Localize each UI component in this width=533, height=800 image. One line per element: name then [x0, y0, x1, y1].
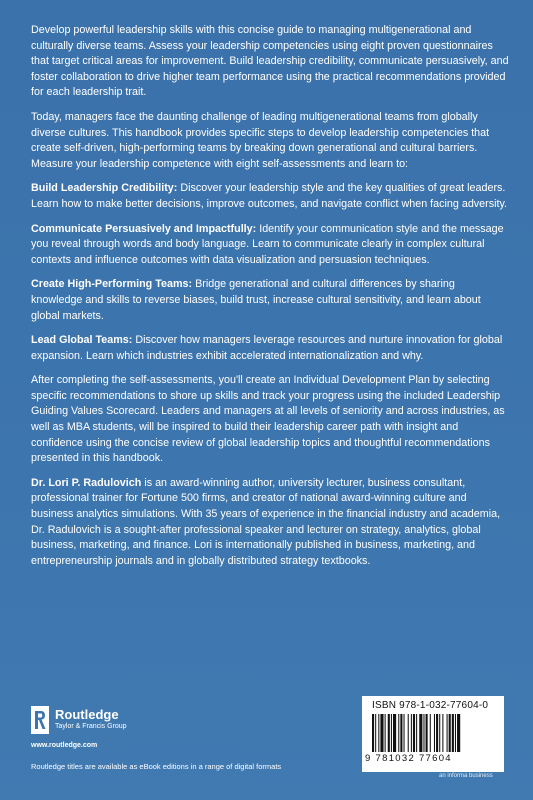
barcode-bar [393, 714, 396, 752]
barcode-bar [413, 714, 415, 752]
paragraph-author: Dr. Lori P. Radulovich is an award-winning author, university lecturer, business consultant, professional trainer for Fortune 500 firms, and creator of national award-winning culture and business analytics simulations. With 35 years of experience in the financial industry and academia, Dr. Radulovich is a sought-after professional speaker and lecturer on strategy, analytics, global business, marketing, and finance. Lori is internationally published in business, marketing, and entrepreneurship journals and in globally distributed strategy textbooks. [31, 476, 501, 567]
blurb [31, 23, 509, 578]
barcode-bar [419, 714, 422, 752]
publisher-subtitle: Taylor & Francis Group [55, 723, 127, 730]
barcode-icon [372, 714, 496, 752]
barcode-bar [385, 714, 386, 752]
paragraph-today: Today, managers face the daunting challenge of leading multigenerational teams from globally diverse cultures. This handbook provides specific steps to develop leadership competencies that create self-driven, high-performing teams by breaking down generational and cultural barriers. Measure your leadership competence with eight self-assessments and learn to: [31, 110, 490, 170]
informa-tagline: an informa business [439, 773, 493, 779]
barcode-bar [375, 714, 376, 752]
author-name: Dr. Lori P. Radulovich [31, 476, 142, 489]
barcode-bar [400, 714, 402, 752]
barcode-bar [439, 714, 440, 752]
barcode-bar [378, 714, 379, 752]
heading-credibility: Build Leadership Credibility: [31, 182, 178, 195]
ebook-note: Routledge titles are available as eBook editions in a range of digital formats [31, 762, 282, 771]
paragraph-after: After completing the self-assessments, you'll create an Individual Development Plan by selecting specific recommendations to shore up skills and track your progress using the included Leadership Guiding Values Scorecard. Leaders and managers at all levels of seniority and across industries, as well as MBA students, will be inspired to build their leadership career path with insight and confidence using the concise review of global leadership topics and thoughtful recommendations presented in this handbook. [31, 374, 505, 465]
heading-communicate: Communicate Persuasively and Impactfully: [31, 222, 257, 235]
paragraph-global: Lead Global Teams: Discover how managers leverage resources and nurture innovation for global expansion. Learn which industries exhibit accelerated internationalization and why. [31, 334, 503, 362]
barcode-bar [423, 714, 424, 752]
barcode-bar [388, 714, 390, 752]
barcode-bar [434, 714, 435, 752]
barcode-bar [404, 714, 405, 752]
barcode-bar [380, 714, 383, 752]
barcode-bar [398, 714, 399, 752]
barcode-bar [426, 714, 428, 752]
barcode-bar [452, 714, 454, 752]
publisher-brand [31, 706, 251, 756]
barcode-bar [436, 714, 438, 752]
barcode-bar [408, 714, 409, 752]
barcode-bar [449, 714, 451, 752]
barcode-bar [457, 714, 460, 752]
barcode-bar [391, 714, 392, 752]
paragraph-credibility: Build Leadership Credibility: Discover your leadership style and the key qualities of great leaders. Learn how to make better decisions, improve outcomes, and navigate conflict when facing adversity. [31, 182, 508, 210]
barcode-bar [442, 714, 443, 752]
isbn-label: ISBN 978-1-032-77604-0 [372, 700, 489, 711]
paragraph-intro: Develop powerful leadership skills with this concise guide to managing multigenerational and culturally diverse teams. Assess your leadership competencies using eight proven questionnaires that target critical areas for improvement. Build leadership credibility, communicate persuasively, and foster collaboration to drive higher team performance using the practical recommendations provided for each leadership trait. [31, 24, 509, 99]
heading-global: Lead Global Teams: [31, 334, 133, 347]
barcode-bar [372, 714, 374, 752]
heading-teams: Create High-Performing Teams: [31, 278, 193, 291]
barcode-digits: 9 781032 77604 [365, 753, 452, 764]
barcode-bar [411, 714, 412, 752]
publisher-name: Routledge [55, 707, 119, 722]
paragraph-communicate: Communicate Persuasively and Impactfully: Identify your communication style and the message you reveal through words and body language. Learn to communicate clearly in complex cultural contexts and influence outcomes with data visualization and persuasion techniques. [31, 222, 504, 266]
barcode-bar [447, 714, 448, 752]
barcode-bar [416, 714, 417, 752]
isbn-barcode-box [362, 696, 504, 772]
routledge-r-logo-icon [31, 706, 49, 734]
paragraph-teams: Create High-Performing Teams: Bridge generational and cultural differences by sharing knowledge and skills to reverse biases, build trust, increase cultural sensitivity, and learn about global markets. [31, 278, 481, 322]
publisher-url: www.routledge.com [31, 742, 98, 749]
barcode-bar [455, 714, 456, 752]
barcode-bar [430, 714, 431, 752]
